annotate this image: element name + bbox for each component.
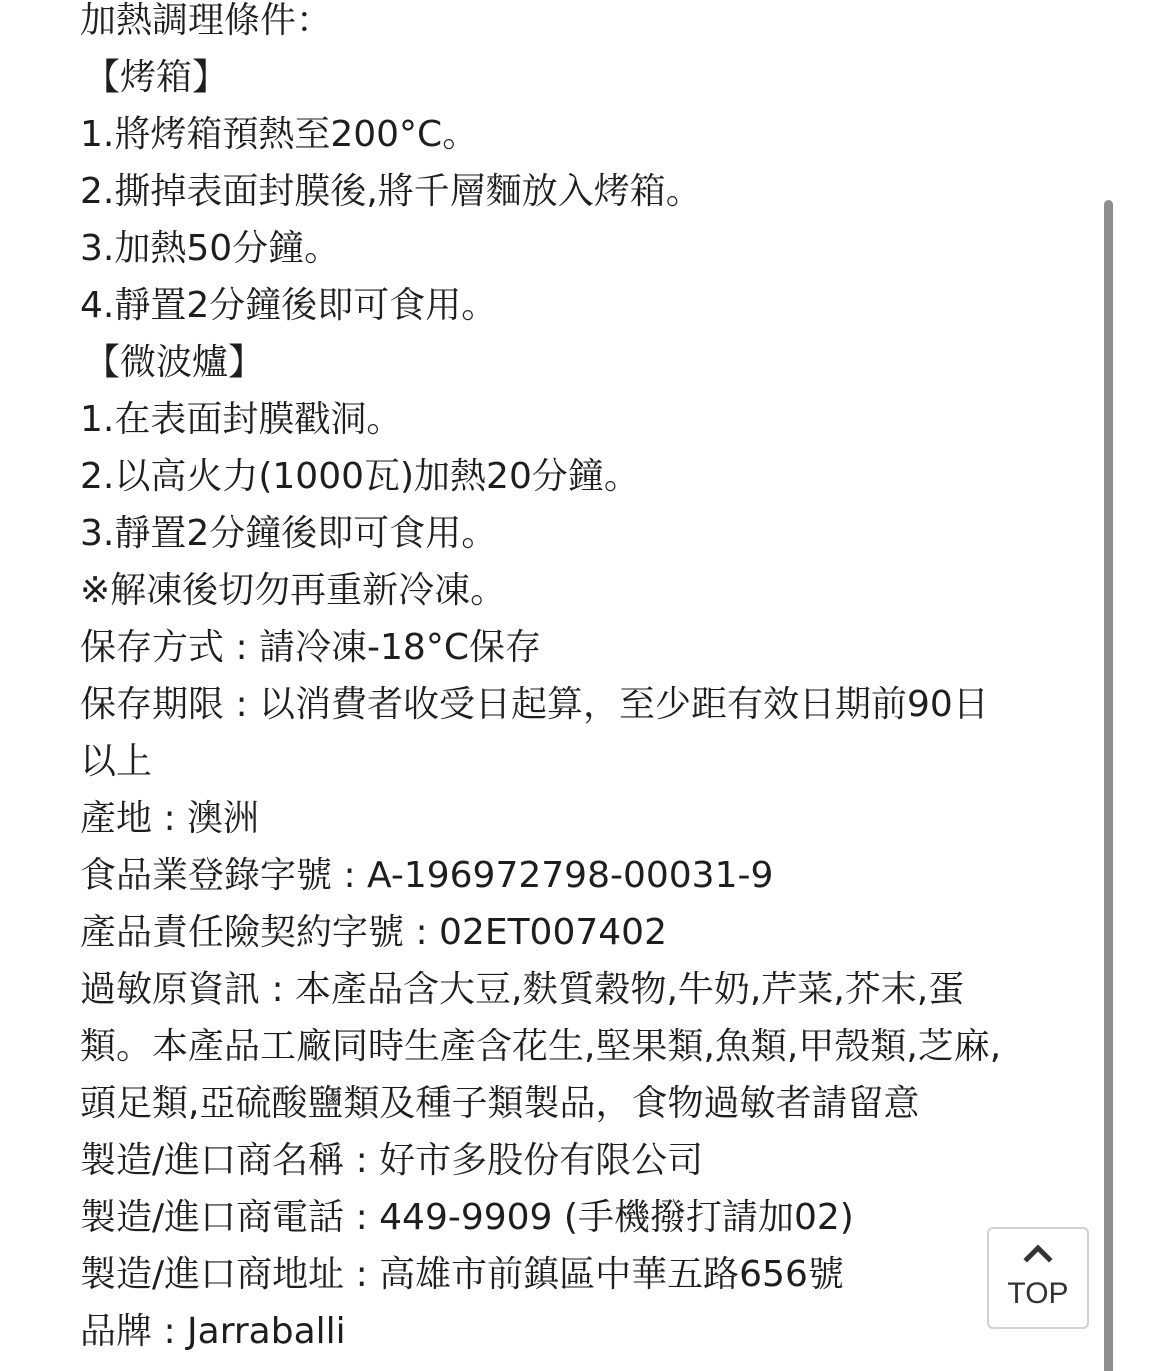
heating-conditions-heading: 加熱調理條件：: [80, 0, 333, 41]
oven-step-4: 4.靜置2分鐘後即可食用。: [80, 285, 498, 326]
microwave-section-heading: 【微波爐】: [84, 342, 265, 383]
refreeze-warning: ※解凍後切勿再重新冷凍。: [80, 570, 507, 611]
top-button-label: TOP: [1007, 1277, 1069, 1310]
importer-phone: 製造/進口商電話 : 449-9909 (手機撥打請加02): [80, 1197, 854, 1238]
vertical-scrollbar[interactable]: [1104, 200, 1113, 1371]
allergen-info-continued-1: 類。本產品工廠同時生產含花生,堅果類,魚類,甲殼類,芝麻,: [80, 1026, 1002, 1067]
allergen-info-continued-2: 頭足類,亞硫酸鹽類及種子類製品，食物過敏者請留意: [80, 1083, 920, 1124]
oven-section-heading: 【烤箱】: [84, 57, 229, 98]
chevron-up-icon: [1023, 1241, 1053, 1263]
food-business-registration: 食品業登錄字號 : A-196972798-00031-9: [80, 855, 774, 896]
oven-step-1: 1.將烤箱預熱至200°C。: [80, 114, 479, 155]
brand: 品牌 : Jarraballi: [80, 1311, 346, 1352]
origin: 產地 : 澳洲: [80, 798, 260, 839]
storage-period: 保存期限 : 以消費者收受日起算，至少距有效日期前90日: [80, 684, 989, 725]
product-info-text: [80, 0, 1100, 1360]
storage-period-continued: 以上: [80, 741, 153, 782]
oven-step-2: 2.撕掉表面封膜後,將千層麵放入烤箱。: [80, 171, 702, 212]
importer-address: 製造/進口商地址 : 高雄市前鎮區中華五路656號: [80, 1254, 844, 1295]
microwave-step-1: 1.在表面封膜戳洞。: [80, 399, 403, 440]
back-to-top-button[interactable]: [987, 1227, 1089, 1329]
importer-name: 製造/進口商名稱 : 好市多股份有限公司: [80, 1140, 704, 1181]
storage-method: 保存方式 : 請冷凍-18°C保存: [80, 627, 541, 668]
allergen-info: 過敏原資訊 : 本產品含大豆,麩質穀物,牛奶,芹菜,芥末,蛋: [80, 969, 965, 1010]
oven-step-3: 3.加熱50分鐘。: [80, 228, 341, 269]
liability-insurance-number: 產品責任險契約字號 : 02ET007402: [80, 912, 667, 953]
microwave-step-3: 3.靜置2分鐘後即可食用。: [80, 513, 498, 554]
microwave-step-2: 2.以高火力(1000瓦)加熱20分鐘。: [80, 456, 640, 497]
